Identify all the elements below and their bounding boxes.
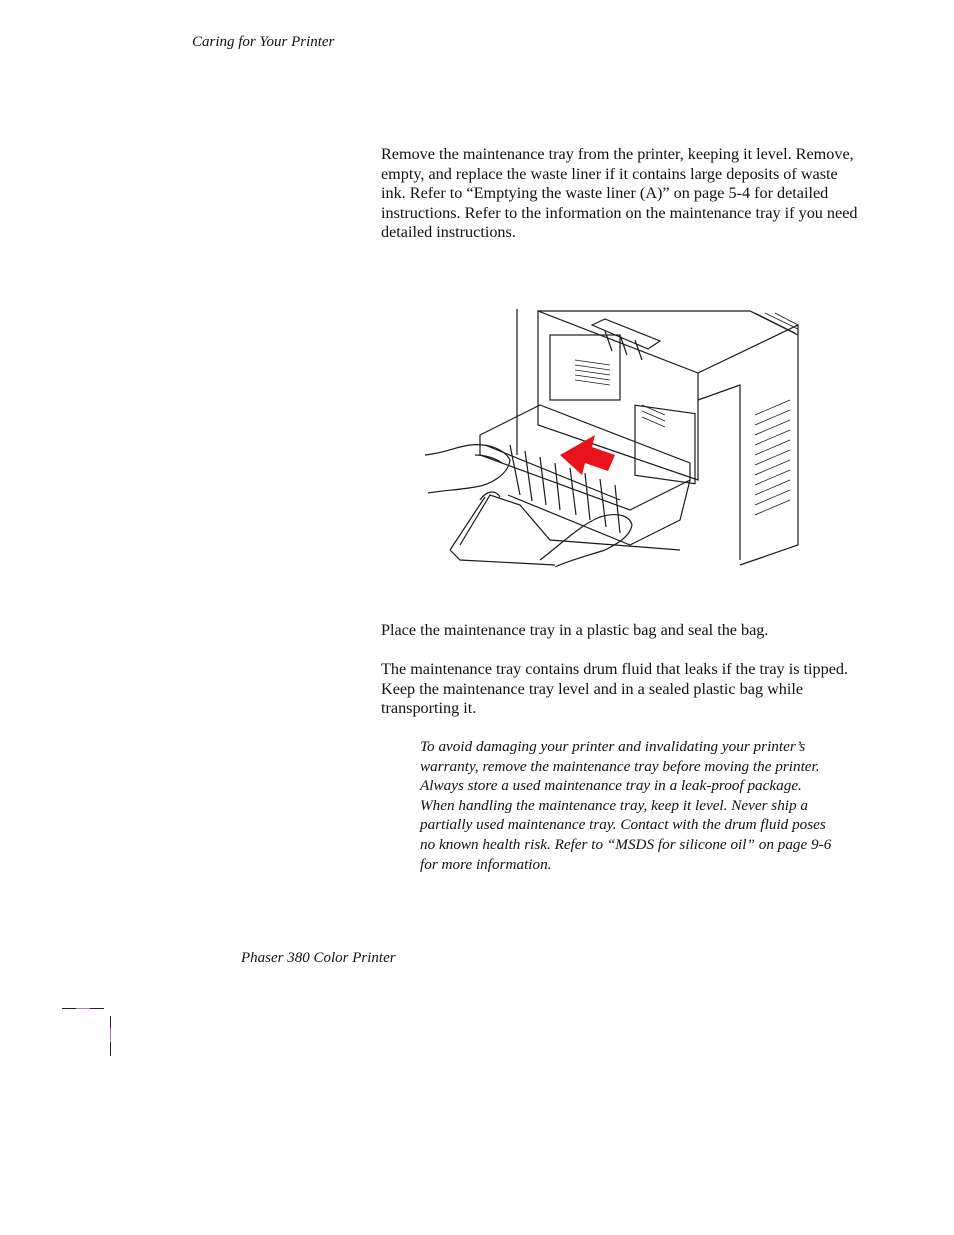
step-remove-tray: Remove the maintenance tray from the printer, keeping it level. Remove, empty, and replace the waste liner if it contains large deposits of waste ink. Refer to “Emptying the waste liner (A)” on page 5-4 for detailed instructions. Refer to the information on the maintenance tray if you need detailed instructions.	[381, 145, 858, 242]
running-footer: Phaser 380 Color Printer	[241, 950, 396, 966]
pull-direction-arrow	[560, 435, 615, 475]
leak-note: The maintenance tray contains drum fluid that leaks if the tray is tipped. Keep the maintenance tray level and in a sealed plastic bag while transporting it.	[381, 660, 849, 718]
remove-maintenance-tray-illustration	[420, 305, 800, 567]
caution-note: To avoid damaging your printer and invalidating your printer’s warranty, remove the maintenance tray before moving the printer. Always store a used maintenance tray in a leak-proof package. When handling the maintenance tray, keep it level. Never ship a partially used maintenance tray. Contact with the drum fluid poses no known health risk. Refer to “MSDS for silicone oil” on page 9-6 for more information.	[420, 738, 832, 873]
running-header: Caring for Your Printer	[192, 34, 335, 50]
step-bag-tray: Place the maintenance tray in a plastic bag and seal the bag.	[381, 621, 769, 639]
